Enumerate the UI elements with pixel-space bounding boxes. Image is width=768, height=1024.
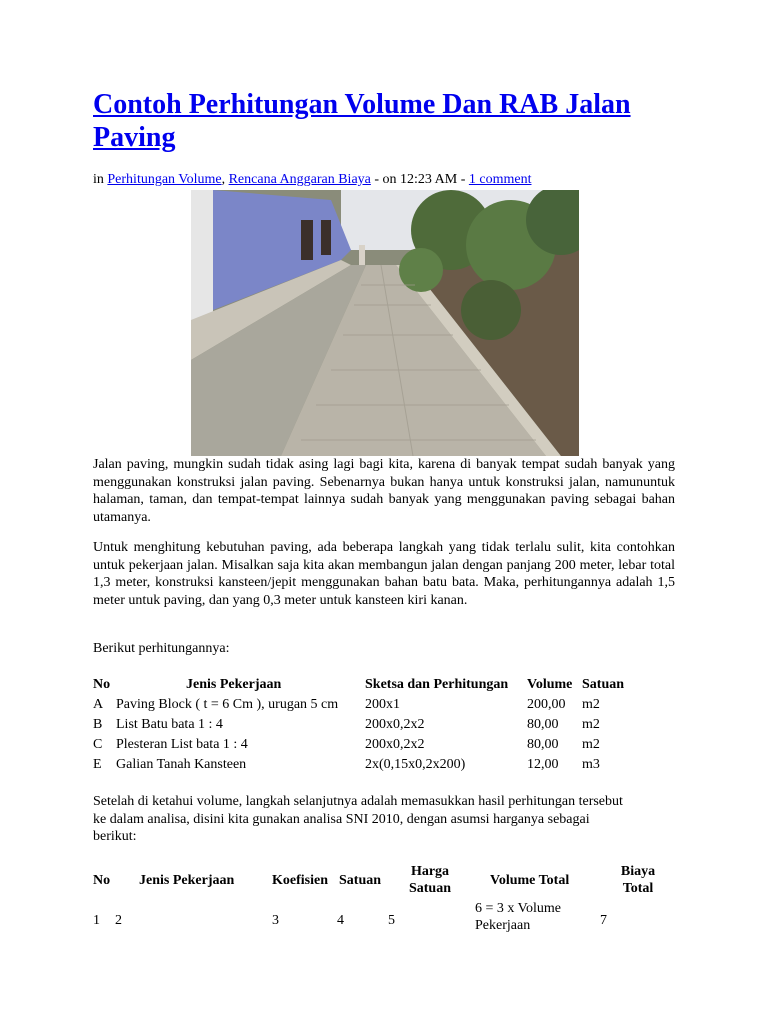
article-title-link[interactable]: Contoh Perhitungan Volume Dan RAB Jalan Paving [93,89,631,153]
col-header-no: No [93,677,111,692]
cost-header-koefisien: Koefisien [272,873,328,888]
cell-no: C [93,737,103,752]
cost-cell-no: 1 [93,913,100,928]
article-title [93,88,675,154]
cell-sketsa: 200x0,2x2 [365,717,425,732]
cell-sketsa: 200x0,2x2 [365,737,425,752]
cell-no: B [93,717,103,732]
cost-cell-koefisien: 3 [272,913,279,928]
cell-no: A [93,697,104,712]
comments-link[interactable]: 1 comment [468,172,532,187]
cell-sketsa: 2x(0,15x0,2x200) [365,757,466,772]
meta-separator: , [221,172,226,187]
paragraph-intro: Jalan paving, mungkin sudah tidak asing lagi bagi kita, karena di banyak tempat sudah banyak yang menggunakan konstruksi jalan paving. Sebenarnya bukan hanya untuk konstruksi jalan, namununtuk halaman, taman, dan tempat-tempat lainnya sudah banyak yang menggunakan paving sebagai bahan utamanya. [93,457,675,525]
cell-satuan: m3 [582,757,600,772]
volume-table-header [93,675,653,695]
cost-header-satuan: Satuan [339,873,382,888]
paving-road-photo [191,190,579,456]
col-header-sketsa: Sketsa dan Perhitungan [365,677,509,692]
category-link-rencana-anggaran-biaya[interactable]: Rencana Anggaran Biaya [228,172,371,187]
table-row [93,695,653,715]
paragraph-berikut: Berikut perhitungannya: [93,641,230,656]
cell-satuan: m2 [582,697,600,712]
cost-cell-volume-total: 6 = 3 x Volume Pekerjaan [475,901,561,933]
cost-cell-jenis: 2 [115,913,122,928]
post-time: - on 12:23 AM - [374,172,466,187]
cell-volume: 80,00 [527,737,559,752]
cost-cell-biaya: 7 [600,913,607,928]
cost-header-biaya-total: Biaya Total [620,864,656,896]
cell-volume: 12,00 [527,757,559,772]
cost-cell-satuan: 4 [337,913,344,928]
paragraph-analisa: Setelah di ketahui volume, langkah selanjutnya adalah memasukkan hasil perhitungan tersebut ke dalam analisa, disini kita gunakan analisa SNI 2010, dengan asumsi harganya sebagai berikut: [93,794,623,844]
cost-header-harga-satuan: Harga Satuan [408,864,452,896]
cell-no: E [93,757,102,772]
paving-road-image [191,190,579,456]
cell-jenis: List Batu bata 1 : 4 [116,717,223,732]
white-wall [191,190,213,320]
cell-satuan: m2 [582,717,600,732]
cost-cell-harga: 5 [388,913,395,928]
cell-satuan: m2 [582,737,600,752]
table-row [93,755,653,775]
cell-volume: 200,00 [527,697,566,712]
cell-jenis: Paving Block ( t = 6 Cm ), urugan 5 cm [116,697,339,712]
cost-header-volume-total: Volume Total [490,873,570,888]
meta-prefix: in [93,172,104,187]
cost-header-jenis-pekerjaan: Jenis Pekerjaan [139,873,235,888]
cell-jenis: Galian Tanah Kansteen [116,757,247,772]
table-row [93,735,653,755]
paragraph-example: Untuk menghitung kebutuhan paving, ada beberapa langkah yang tidak terlalu sulit, kita contohkan untuk pekerjaan jalan. Misalkan saja kita akan membangun jalan dengan panjang 200 meter, lebar total 1,3 meter, konstruksi kansteen/jepit menggunakan bahan batu bata. Maka, perhitungannya adalah 1,5 meter untuk paving, dan yang 0,3 meter untuk kansteen kiri kanan. [93,540,675,608]
col-header-jenis-pekerjaan: Jenis Pekerjaan [186,677,282,692]
col-header-satuan: Satuan [582,677,625,692]
table-row [93,715,653,735]
category-link-perhitungan-volume[interactable]: Perhitungan Volume [107,172,222,187]
post-meta [93,171,531,189]
col-header-volume: Volume [527,677,573,692]
cell-jenis: Plesteran List bata 1 : 4 [116,737,248,752]
cell-volume: 80,00 [527,717,559,732]
cost-header-no: No [93,873,111,888]
cell-sketsa: 200x1 [365,697,400,712]
